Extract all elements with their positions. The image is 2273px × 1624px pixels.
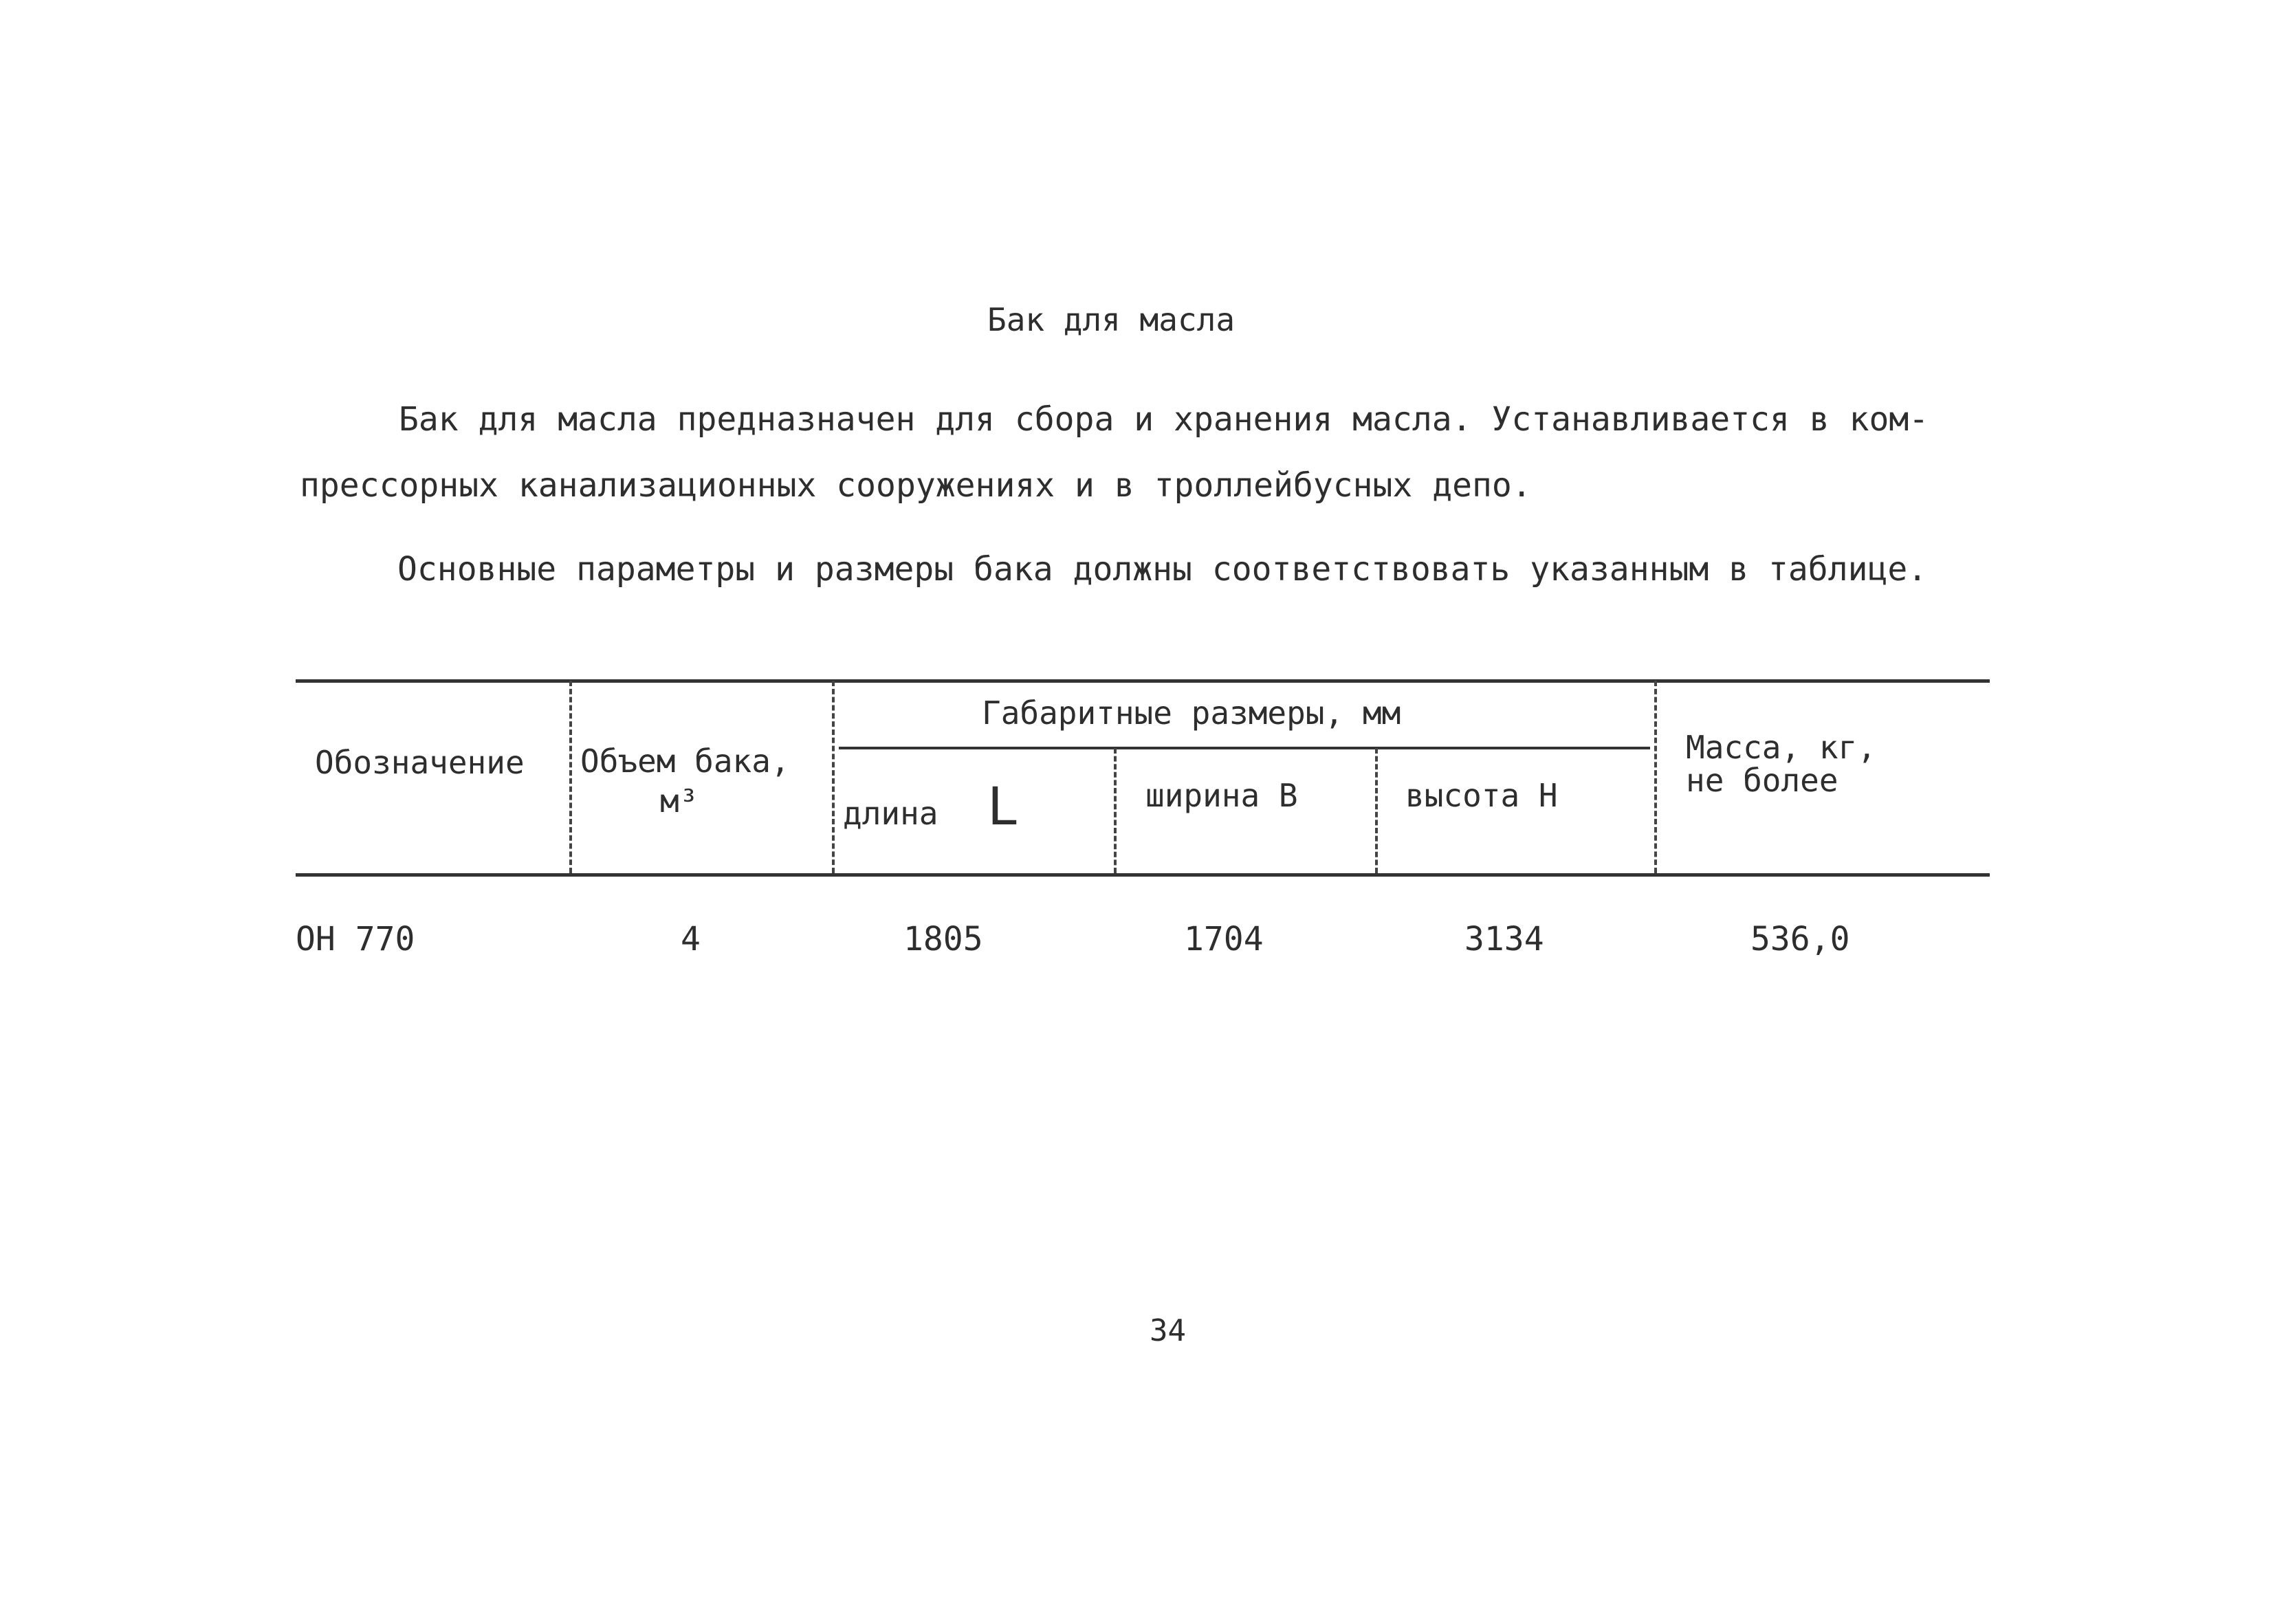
table-header-bottom-rule bbox=[296, 873, 1990, 877]
paragraph-line-1: Бак для масла предназначен для сбора и хранения масла. Устанавливается в ком- bbox=[399, 400, 1929, 439]
header-height: высота Н bbox=[1405, 777, 1558, 814]
header-group-dimensions: Габаритные размеры, мм bbox=[982, 694, 1401, 732]
table-col-divider-5 bbox=[1654, 681, 1657, 873]
header-length-symbol: L bbox=[987, 776, 1017, 837]
table-col-divider-4 bbox=[1375, 748, 1378, 873]
header-designation: Обозначение bbox=[315, 744, 525, 781]
header-mass: Масса, кг, bbox=[1686, 729, 1876, 766]
table-col-divider-1 bbox=[569, 681, 572, 873]
cell-width: 1704 bbox=[1184, 920, 1264, 958]
table-col-divider-3 bbox=[1114, 748, 1117, 873]
cell-volume: 4 bbox=[681, 920, 701, 958]
page-number: 34 bbox=[1150, 1313, 1186, 1348]
paragraph-line-2: прессорных канализационных сооружениях и в троллейбусных депо. bbox=[300, 466, 1532, 505]
header-volume: Объем бака, bbox=[580, 743, 790, 780]
section-title: Бак для масла bbox=[987, 301, 1236, 338]
header-volume-unit: м³ bbox=[660, 782, 699, 820]
header-length-label: длина bbox=[843, 795, 938, 832]
cell-designation: ОН 770 bbox=[296, 920, 415, 958]
table-group-rule bbox=[839, 747, 1650, 749]
cell-height: 3134 bbox=[1464, 920, 1544, 958]
header-mass-note: не более bbox=[1686, 762, 1838, 799]
table-top-rule bbox=[296, 679, 1990, 683]
cell-length: 1805 bbox=[903, 920, 983, 958]
cell-mass: 536,0 bbox=[1750, 920, 1850, 958]
paragraph-line-3: Основные параметры и размеры бака должны соответствовать указанным в таблице. bbox=[397, 550, 1928, 589]
table-col-divider-2 bbox=[832, 681, 835, 873]
header-length bbox=[843, 776, 1017, 837]
header-width: ширина В bbox=[1145, 777, 1298, 814]
